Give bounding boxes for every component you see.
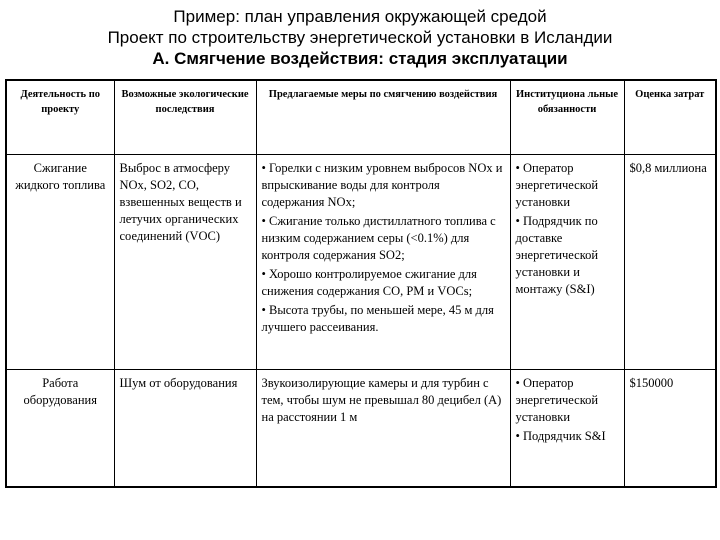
row-1-impacts: Выброс в атмосферу NOx, SO2, CO, взвешенных веществ и летучих органических соединений (VOC) [114, 155, 256, 370]
table-row [6, 155, 716, 370]
title-line-2: Проект по строительству энергетической установки в Исландии [107, 28, 613, 47]
measure-item: • Горелки с низким уровнем выбросов NOx и впрыскивание воды для контроля содержания NOx; [261, 161, 503, 209]
title-line-3: А. Смягчение воздействия: стадия эксплуатации [152, 49, 568, 68]
institution-item: • Подрядчик S&I [515, 429, 606, 443]
row-2-measures [256, 370, 510, 487]
measure-item: • Высота трубы, по меньшей мере, 45 м для лучшего рассеивания. [261, 303, 494, 334]
institution-item: • Оператор энергетической установки [515, 376, 599, 424]
measure-item: • Хорошо контролируемое сжигание для снижения содержания CO, PM и VOCs; [261, 267, 477, 298]
header-row [6, 80, 716, 155]
row-1-institutional [510, 155, 624, 370]
table-row [6, 370, 716, 487]
row-1-activity: Сжигание жидкого топлива [6, 155, 114, 370]
mitigation-table [5, 79, 717, 488]
row-2-impacts: Шум от оборудования [114, 370, 256, 487]
header-measures: Предлагаемые меры по смягчению воздействия [256, 80, 510, 155]
row-1-measures [256, 155, 510, 370]
header-cost: Оценка затрат [624, 80, 716, 155]
row-1-cost: $0,8 миллиона [624, 155, 716, 370]
row-2-institutional [510, 370, 624, 487]
row-2-cost: $150000 [624, 370, 716, 487]
row-2-activity: Работа оборудования [6, 370, 114, 487]
institution-item: • Подрядчик по доставке энергетической установки и монтажу (S&I) [515, 214, 599, 296]
measure-item: • Сжигание только дистиллатного топлива с низким содержанием серы (<0.1%) для контроля содержания SO2; [261, 214, 496, 262]
header-institutional: Институциона льные обязанности [510, 80, 624, 155]
title-block [0, 6, 720, 69]
measure-item: Звукоизолирующие камеры и для турбин с тем, чтобы шум не превышал 80 децибел (А) на расстоянии 1 м [261, 376, 502, 424]
institution-item: • Оператор энергетической установки [515, 161, 599, 209]
header-activity: Деятельность по проекту [6, 80, 114, 155]
title-line-1: Пример: план управления окружающей средой [173, 7, 547, 26]
header-impacts: Возможные экологические последствия [114, 80, 256, 155]
